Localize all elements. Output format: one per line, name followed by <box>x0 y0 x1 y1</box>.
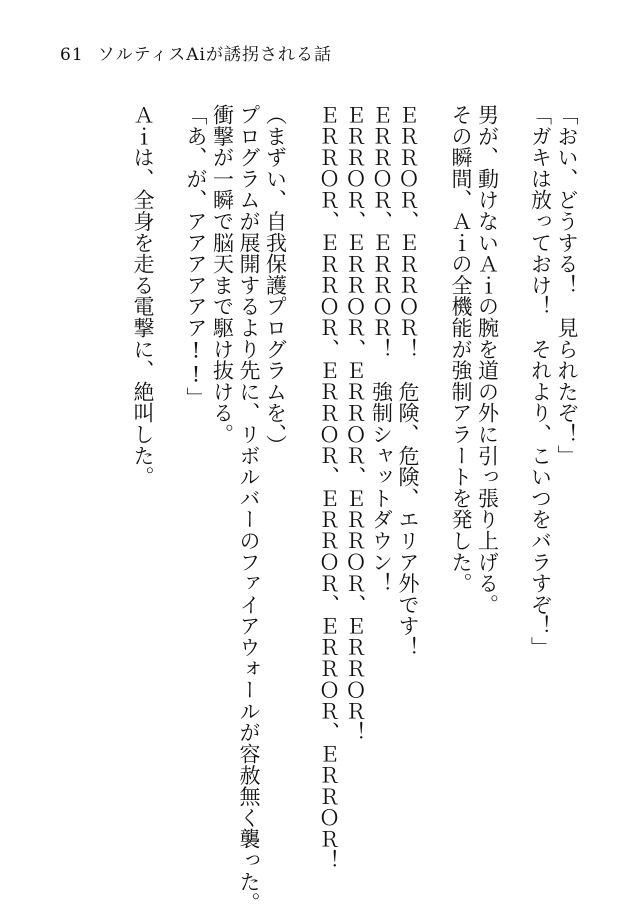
text-line: 「あ、が、アアアアアア!!」 <box>184 104 208 409</box>
text-line: 衝撃が一瞬で脳天まで駆け抜ける。 <box>210 104 235 445</box>
page-number: 61 <box>60 45 84 65</box>
line-spacer <box>501 104 528 864</box>
text-line: ＥＲＲＯＲ、ＥＲＲＯＲ！ 危険、危険、エリア外です！ <box>396 104 420 658</box>
text-line: 「おい、どうする！ 見られたぞ！」 <box>555 104 579 467</box>
page-header <box>60 40 332 65</box>
line-spacer <box>289 104 316 864</box>
book-title: ソルティスAiが誘拐される話 <box>97 45 332 65</box>
line-spacer <box>156 104 183 864</box>
text-line: 「ガキは放っておけ！ それより、こいつをバラすぞ！」 <box>528 104 553 658</box>
text-line: プログラムが展開するより先に、リボルバーのファイアウォールが容赦無く襲った。 <box>237 104 261 913</box>
text-line: Ａｉは、全身を走る電撃に、絶叫した。 <box>131 104 155 488</box>
text-line: ＥＲＲＯＲ、ＥＲＲＯＲ、ＥＲＲＯＲ、ＥＲＲＯＲ、ＥＲＲＯＲ、ＥＲＲＯＲ！ <box>316 104 341 871</box>
text-line: ＥＲＲＯＲ、ＥＲＲＯＲ、ＥＲＲＯＲ、ＥＲＲＯＲ、ＥＲＲＯＲ！ <box>343 104 367 743</box>
text-line: （まずい、自我保護プログラムを、） <box>263 104 288 456</box>
text-line: その瞬間、Ａｉの全機能が強制アラートを発した。 <box>449 104 473 594</box>
text-line: ＥＲＲＯＲ、ＥＲＲＯＲ！ 強制シャットダウン！ <box>369 104 394 594</box>
line-spacer <box>421 104 448 864</box>
text-line: 男が、動けないＡｉの腕を道の外に引っ張り上げる。 <box>475 104 500 616</box>
vertical-text-body <box>130 104 581 913</box>
